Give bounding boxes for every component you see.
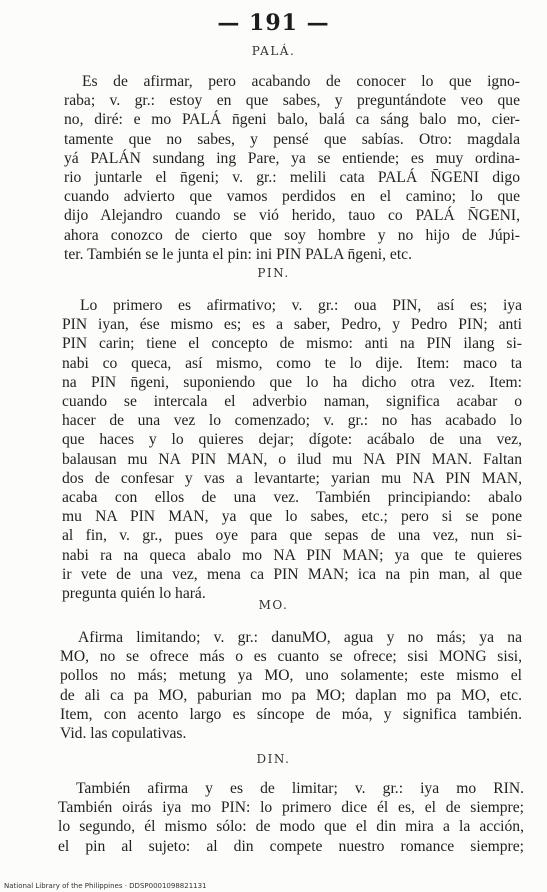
section-body-mo [60,628,522,743]
text-line: al fin, v. gr., pues oye para que sepas de una vez, nun si- [62,527,522,545]
text-line: dos de confesar y vas a levantarte; yarian mu NA PIN MAN, [62,469,522,487]
text-line: PIN iyan, ése mismo es; es a saber, Pedro, y Pedro PIN; anti [62,316,522,334]
text-line: nabi ra na queca abalo mo NA PIN MAN; ya que te quieres [62,546,522,564]
text-line: Item, con acento largo es síncope de móa, y significa también. [60,705,522,723]
text-line: pollos no más; metung ya MO, uno solamente; este mismo el [60,667,522,685]
text-line: Es de afirmar, pero acabando de conocer lo que igno- [82,73,520,90]
text-line: el pin al sujeto: al din compete nuestro romance siempre; [58,837,524,855]
text-line: yá PALÁN sundang ing Pare, ya se entiende; es muy ordina- [64,149,520,167]
text-line: ir vete de una vez, mena ca PIN MAN; ica na pin man, al que [62,565,522,583]
text-line: tamente que no sabes, y pensé que sabías. Otro: magdala [64,130,520,148]
page-number: — 191 — [217,10,330,36]
text-line: mu NA PIN MAN, ya que lo sabes, etc.; pero si se pone [62,508,522,526]
section-body-pala [64,72,520,264]
text-line: PIN carin; tiene el concepto de mismo: anti na PIN ilang si- [62,335,522,353]
text-line: Afirma limitando; v. gr.: danuMO, agua y no más; ya na [78,629,522,646]
section-title-mo: MO. [258,598,289,612]
text-line: cuando se intercala el adverbio naman, significa acabar o [62,393,522,411]
text-line: cuando advierto que vamos perdidos en el camino; lo que [64,188,520,206]
section-body-din [58,779,524,856]
text-line: acaba con ellos de una vez. También principiando: abalo [62,489,522,507]
section-title-din: DIN. [256,752,291,766]
text-line: dijo Alejandro cuando se vió herido, tauo co PALÁ N̄GENI, [64,207,520,225]
text-line: hacer de una vez lo comenzado; v. gr.: no has acabado lo [62,412,522,430]
text-line: pregunta quién lo hará. [62,585,206,603]
text-line: balausan mu NA PIN MAN, o ilud mu NA PIN MAN. Faltan [62,450,522,468]
text-line: lo segundo, él mismo sólo: de modo que el din mira a la acción, [58,818,524,836]
text-line: MO, no se ofrece más o es cuanto se ofrece; sisi MONG sisi, [60,648,522,666]
text-line: raba; v. gr.: estoy en que sabes, y preguntándote veo que [64,92,520,110]
text-line: ter. También se le junta el pin: ini PIN PALA n̄geni, etc. [64,245,412,263]
text-line: También oirás iya mo PIN: lo primero dice él es, el de siempre; [58,799,524,817]
text-line: También afirma y es de limitar; v. gr.: iya mo RIN. [76,780,524,797]
section-body-pin [62,296,522,603]
text-line: de ali ca pa MO, paburian mo pa MO; daplan mo pa MO, etc. [60,686,522,704]
section-title-pala: PALÁ. [251,44,296,58]
text-line: rio juntarle el n̄geni; v. gr.: melili cata PALÁ N̄GENI digo [64,169,520,187]
text-line: que haces y lo quieres dejar; dígote: acábalo de una vez, [62,431,522,449]
text-line: nabi co queca, así mismo, como te lo dije. Item: maco ta [62,354,522,372]
text-line: na PIN n̄geni, suponiendo que lo ha dicho otra vez. Item: [62,373,522,391]
section-title-pin: PIN. [257,266,290,280]
text-line: Vid. las copulativas. [60,725,187,743]
text-line: no, diré: e mo PALÁ n̄geni balo, balá ca sáng balo mo, cier- [64,111,520,129]
text-line: ahora conozco de cierto que soy hombre y no hijo de Júpi- [64,226,520,244]
library-credit: National Library of the Philippines · DDSP0001098821131 [4,882,207,890]
text-line: Lo primero es afirmativo; v. gr.: oua PIN, así es; iya [80,297,522,314]
